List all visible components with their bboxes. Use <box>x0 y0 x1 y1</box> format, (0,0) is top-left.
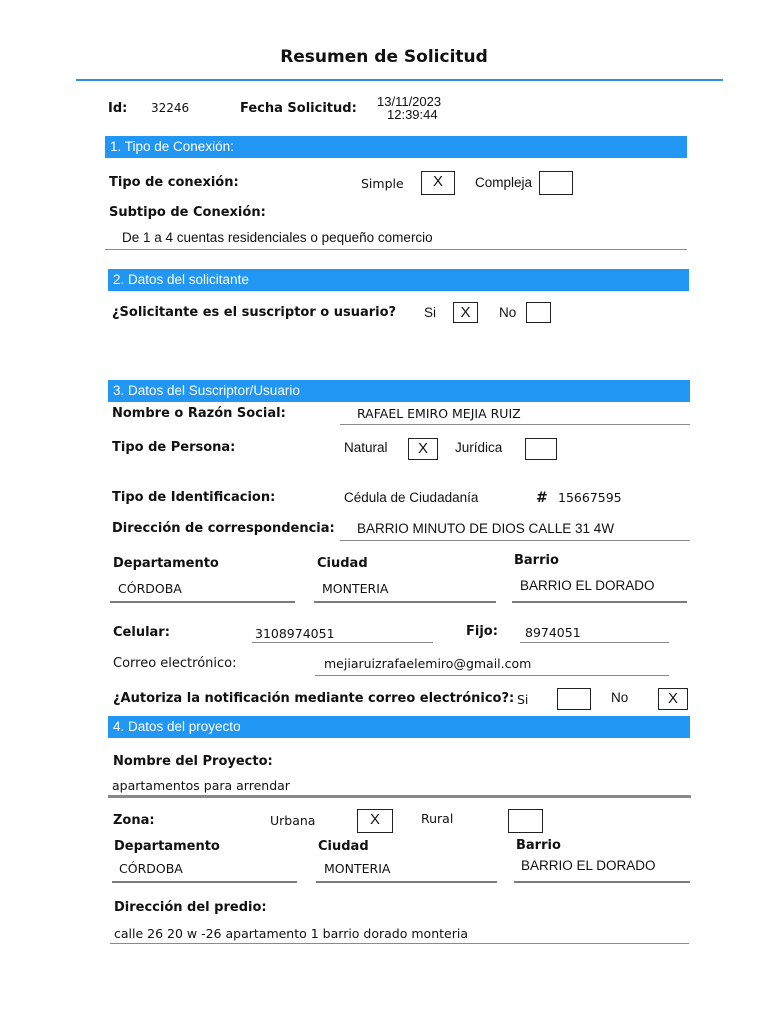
proyecto-barrio-label: Barrio <box>516 838 561 853</box>
proyecto-barrio-value: BARRIO EL DORADO <box>521 858 656 873</box>
barrio-underline <box>512 601 687 603</box>
urbana-checkbox[interactable]: X <box>357 809 393 833</box>
celular-value: 3108974051 <box>255 626 335 641</box>
nombre-label: Nombre o Razón Social: <box>112 406 286 421</box>
fijo-underline <box>520 642 669 643</box>
predio-underline <box>110 943 689 944</box>
rural-checkbox[interactable] <box>508 809 543 833</box>
number-hash: # <box>536 490 548 506</box>
compleja-label: Compleja <box>475 175 533 190</box>
section-1-header: 1. Tipo de Conexión: <box>105 136 687 158</box>
fecha-time: 12:39:44 <box>387 107 438 122</box>
section-2-header: 2. Datos del solicitante <box>108 269 689 291</box>
proyecto-departamento-underline <box>112 881 297 883</box>
proyecto-departamento-value: CÓRDOBA <box>119 861 183 876</box>
ciudad-underline <box>314 601 496 603</box>
simple-label: Simple <box>361 176 404 191</box>
celular-label: Celular: <box>113 625 170 640</box>
zona-label: Zona: <box>113 813 155 828</box>
celular-underline <box>252 642 433 643</box>
fecha-label: Fecha Solicitud: <box>240 101 357 116</box>
solicitante-question: ¿Solicitante es el suscriptor o usuario? <box>112 305 397 320</box>
direccion-value: BARRIO MINUTO DE DIOS CALLE 31 4W <box>357 521 615 536</box>
autoriza-no-label: No <box>611 690 629 705</box>
nombre-underline <box>340 424 690 425</box>
rural-label: Rural <box>421 811 454 826</box>
predio-value: calle 26 20 w -26 apartamento 1 barrio dorado monteria <box>114 926 468 941</box>
fecha-date: 13/11/2023 <box>377 94 442 109</box>
fijo-value: 8974051 <box>525 625 581 640</box>
natural-label: Natural <box>344 440 388 455</box>
title-divider <box>76 79 723 81</box>
proyecto-ciudad-label: Ciudad <box>318 839 369 854</box>
tipo-conexion-label: Tipo de conexión: <box>109 175 239 190</box>
departamento-label: Departamento <box>113 556 219 571</box>
compleja-checkbox[interactable] <box>539 171 573 195</box>
proyecto-departamento-label: Departamento <box>114 839 220 854</box>
barrio-value: BARRIO EL DORADO <box>520 578 655 593</box>
solicitante-si-label: Si <box>424 305 437 320</box>
correo-underline <box>315 675 669 676</box>
solicitante-no-label: No <box>499 305 517 320</box>
predio-label: Dirección del predio: <box>114 900 267 915</box>
correo-label: Correo electrónico: <box>113 656 237 671</box>
urbana-label: Urbana <box>270 813 316 828</box>
solicitante-no-checkbox[interactable] <box>526 302 551 323</box>
autoriza-no-checkbox[interactable]: X <box>658 688 688 710</box>
ciudad-label: Ciudad <box>317 556 368 571</box>
departamento-underline <box>110 601 295 603</box>
direccion-underline <box>340 540 690 541</box>
juridica-label: Jurídica <box>455 440 503 455</box>
direccion-label: Dirección de correspondencia: <box>112 521 335 536</box>
subtipo-label: Subtipo de Conexión: <box>109 205 266 220</box>
natural-checkbox[interactable]: X <box>408 438 438 460</box>
subtipo-underline <box>105 249 687 250</box>
correo-value: mejiaruizrafaelemiro@gmail.com <box>324 656 532 671</box>
page-title: Resumen de Solicitud <box>280 47 488 67</box>
identificacion-label: Tipo de Identificacion: <box>112 490 276 505</box>
fijo-label: Fijo: <box>466 624 498 639</box>
solicitante-si-checkbox[interactable]: X <box>453 302 478 323</box>
id-label: Id: <box>108 101 128 116</box>
autoriza-si-checkbox[interactable] <box>557 688 591 710</box>
persona-label: Tipo de Persona: <box>112 440 236 455</box>
proyecto-underline <box>108 795 691 798</box>
proyecto-value: apartamentos para arrendar <box>112 778 290 793</box>
section-4-header: 4. Datos del proyecto <box>108 716 690 738</box>
barrio-label: Barrio <box>514 553 559 568</box>
proyecto-barrio-underline <box>514 881 690 883</box>
identificacion-number: 15667595 <box>558 490 622 505</box>
nombre-value: RAFAEL EMIRO MEJIA RUIZ <box>357 406 521 421</box>
subtipo-value: De 1 a 4 cuentas residenciales o pequeño comercio <box>122 230 433 245</box>
ciudad-value: MONTERIA <box>322 581 389 596</box>
autoriza-si-label: Si <box>517 692 529 707</box>
proyecto-label: Nombre del Proyecto: <box>113 754 273 769</box>
id-value: 32246 <box>151 101 190 115</box>
identificacion-value: Cédula de Ciudadanía <box>344 490 479 505</box>
proyecto-ciudad-value: MONTERIA <box>324 861 391 876</box>
departamento-value: CÓRDOBA <box>118 581 182 596</box>
section-3-header: 3. Datos del Suscriptor/Usuario <box>108 380 690 402</box>
proyecto-ciudad-underline <box>316 881 497 883</box>
simple-checkbox[interactable]: X <box>421 171 455 195</box>
juridica-checkbox[interactable] <box>525 438 557 460</box>
autoriza-label: ¿Autoriza la notificación mediante correo electrónico?: <box>113 691 515 706</box>
